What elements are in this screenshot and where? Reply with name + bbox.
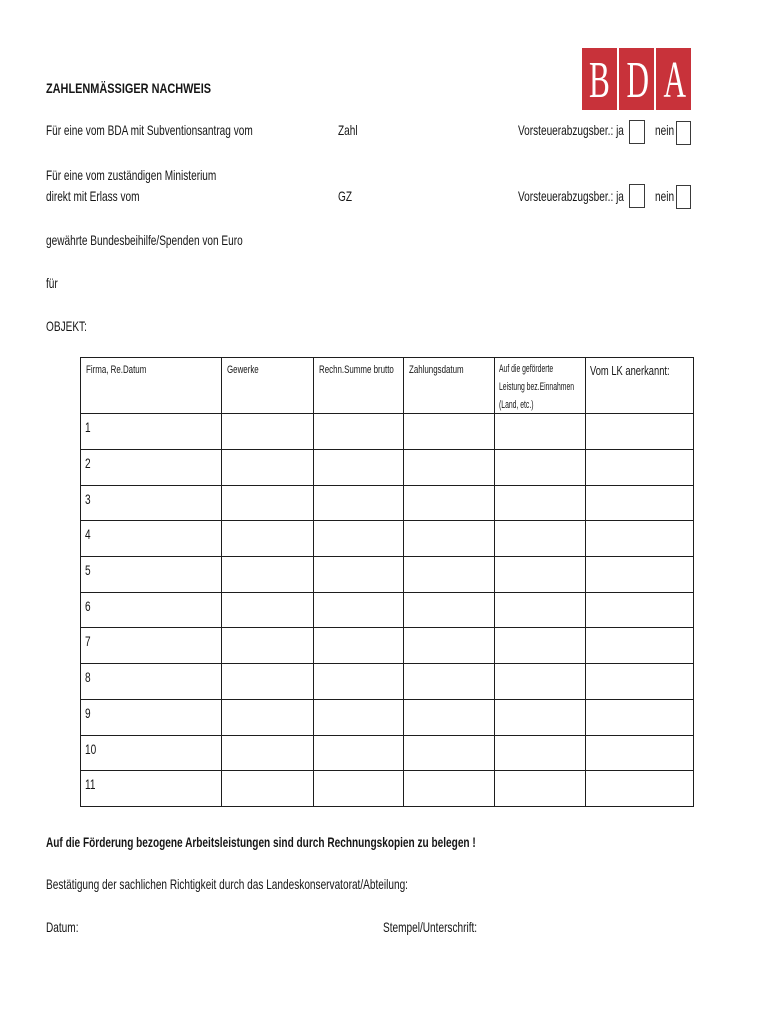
table-cell <box>586 771 694 807</box>
table-cell <box>404 557 495 593</box>
row-number: 6 <box>85 598 91 614</box>
row-number-cell <box>81 664 222 700</box>
invoice-table <box>80 357 694 807</box>
bda-logo <box>582 48 691 110</box>
fuer-label: für <box>46 275 58 291</box>
table-cell <box>586 664 694 700</box>
erlass-label-line: direkt mit Erlass vom <box>46 188 140 204</box>
antrag-vorsteuer-ja-checkbox[interactable] <box>629 120 645 144</box>
table-cell <box>314 628 404 664</box>
table-cell <box>314 771 404 807</box>
zahl-label: Zahl <box>338 122 358 138</box>
table-cell <box>222 450 314 486</box>
row-number-cell <box>81 736 222 771</box>
table-cell <box>314 521 404 557</box>
table-cell <box>222 771 314 807</box>
table-cell <box>495 557 586 593</box>
table-cell <box>495 414 586 450</box>
logo-letter-box <box>582 48 617 110</box>
row-number-cell <box>81 700 222 736</box>
beihilfe-label: gewährte Bundesbeihilfe/Spenden von Euro <box>46 232 243 248</box>
row-number: 4 <box>85 526 91 542</box>
table-header-cell <box>314 358 404 414</box>
row-number: 8 <box>85 669 91 685</box>
row-number-cell <box>81 771 222 807</box>
table-cell <box>404 628 495 664</box>
table-header-label: Zahlungsdatum <box>409 364 464 376</box>
table-cell <box>586 700 694 736</box>
table-cell <box>404 664 495 700</box>
table-cell <box>222 486 314 521</box>
table-header-cell <box>586 358 694 414</box>
row-number: 3 <box>85 491 91 507</box>
table-cell <box>586 414 694 450</box>
table-cell <box>586 521 694 557</box>
antrag-label: Für eine vom BDA mit Subventionsantrag vom <box>46 122 253 138</box>
table-cell <box>586 557 694 593</box>
table-header-label-line: Leistung bez.Einnahmen <box>499 381 575 393</box>
table-cell <box>404 414 495 450</box>
table-cell <box>314 593 404 628</box>
table-cell <box>314 450 404 486</box>
table-header-label: Gewerke <box>227 364 259 376</box>
table-cell <box>495 593 586 628</box>
table-cell <box>495 450 586 486</box>
table-header-cell <box>222 358 314 414</box>
logo-letter-box <box>619 48 654 110</box>
table-header-cell <box>81 358 222 414</box>
table-cell <box>495 771 586 807</box>
row-number-cell <box>81 486 222 521</box>
table-cell <box>404 521 495 557</box>
table-cell <box>495 628 586 664</box>
antrag-vorsteuer-nein-checkbox[interactable] <box>676 121 691 145</box>
table-header-label-line: Auf die geförderte <box>499 363 554 375</box>
table-cell <box>404 700 495 736</box>
table-cell <box>222 414 314 450</box>
table-cell <box>314 736 404 771</box>
erlass-nein-label: nein <box>655 188 675 204</box>
row-number-cell <box>81 521 222 557</box>
table-cell <box>222 736 314 771</box>
table-header-label-line: (Land, etc.) <box>499 399 534 411</box>
row-number-cell <box>81 414 222 450</box>
erlass-vorsteuer-ja-checkbox[interactable] <box>629 184 645 208</box>
table-cell <box>314 664 404 700</box>
table-cell <box>222 593 314 628</box>
table-cell <box>495 736 586 771</box>
form-title: ZAHLENMÄSSIGER NACHWEIS <box>46 80 212 96</box>
table-cell <box>222 628 314 664</box>
table-cell <box>222 664 314 700</box>
table-cell <box>404 771 495 807</box>
invoice-copies-note: Auf die Förderung bezogene Arbeitsleistungen sind durch Rechnungskopien zu belegen ! <box>46 834 476 850</box>
erlass-vorsteuer-nein-checkbox[interactable] <box>676 185 691 209</box>
row-number-cell <box>81 557 222 593</box>
gz-label: GZ <box>338 188 353 204</box>
table-header-label: Vom LK anerkannt: <box>590 363 670 378</box>
table-cell <box>222 521 314 557</box>
table-header-cell <box>495 358 586 414</box>
row-number: 2 <box>85 455 91 471</box>
logo-letter: D <box>626 52 650 109</box>
confirmation-label: Bestätigung der sachlichen Richtigkeit durch das Landeskonservatorat/Abteilung: <box>46 876 408 892</box>
table-cell <box>404 593 495 628</box>
antrag-nein-label: nein <box>655 122 675 138</box>
table-cell <box>314 486 404 521</box>
table-cell <box>495 486 586 521</box>
table-cell <box>404 486 495 521</box>
table-header-label: Firma, Re.Datum <box>86 364 147 376</box>
antrag-vorsteuer-label: Vorsteuerabzugsber.: ja <box>518 122 624 138</box>
table-header-label: Rechn.Summe brutto <box>319 364 394 376</box>
table-cell <box>586 736 694 771</box>
row-number: 1 <box>85 419 91 435</box>
stamp-signature-label: Stempel/Unterschrift: <box>383 919 478 935</box>
objekt-label: OBJEKT: <box>46 318 87 334</box>
table-cell <box>314 557 404 593</box>
row-number: 10 <box>85 741 97 757</box>
table-cell <box>586 593 694 628</box>
row-number: 7 <box>85 633 91 649</box>
row-number-cell <box>81 450 222 486</box>
logo-letter: B <box>589 52 610 109</box>
table-cell <box>314 414 404 450</box>
row-number-cell <box>81 593 222 628</box>
table-cell <box>495 521 586 557</box>
table-cell <box>314 700 404 736</box>
table-cell <box>495 664 586 700</box>
table-cell <box>222 557 314 593</box>
table-cell <box>404 736 495 771</box>
table-cell <box>222 700 314 736</box>
date-label: Datum: <box>46 919 79 935</box>
row-number: 9 <box>85 705 91 721</box>
logo-letter-box <box>656 48 691 110</box>
table-cell <box>586 486 694 521</box>
erlass-label-line: Für eine vom zuständigen Ministerium <box>46 167 217 183</box>
erlass-vorsteuer-label: Vorsteuerabzugsber.: ja <box>518 188 624 204</box>
row-number-cell <box>81 628 222 664</box>
table-header-cell <box>404 358 495 414</box>
table-cell <box>586 450 694 486</box>
table-cell <box>495 700 586 736</box>
row-number: 11 <box>85 776 96 792</box>
table-cell <box>404 450 495 486</box>
row-number: 5 <box>85 562 91 578</box>
table-cell <box>586 628 694 664</box>
logo-letter: A <box>663 52 687 109</box>
